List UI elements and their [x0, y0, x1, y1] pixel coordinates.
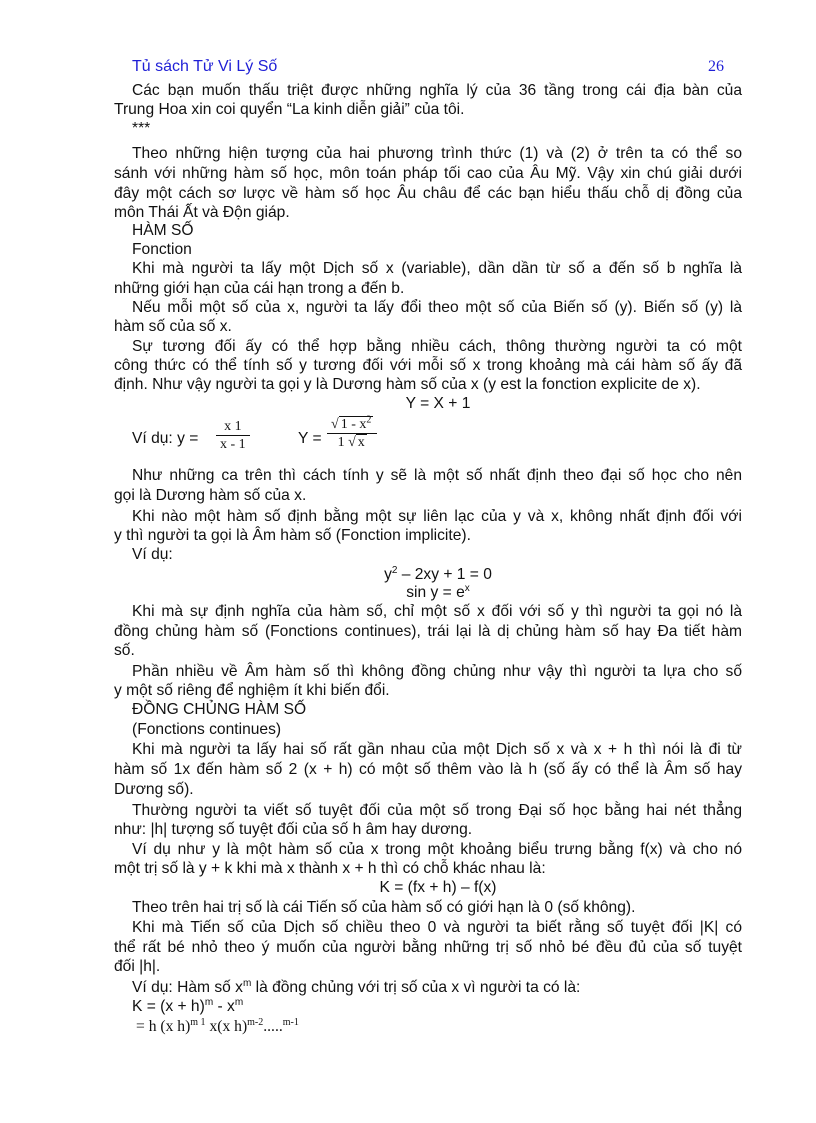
Y-label: Y = — [298, 430, 322, 447]
text-line: Khi mà người ta lấy hai số rất gần nhau của một Dịch số x và x + h thì nói là đi từ — [132, 741, 742, 758]
text-line: công thức có thể tính số y tương đối với mỗi số x trong khoảng mà cái hàm số ấy đã — [114, 357, 742, 374]
section-heading: HÀM SỐ — [132, 222, 194, 239]
text-line: Như những ca trên thì cách tính y sẽ là một số nhất định theo đại số học cho nên — [132, 467, 742, 484]
text-line: Các bạn muốn thấu triệt được những nghĩa lý của 36 tầng trong cái địa bàn của — [132, 82, 742, 99]
text-line: sánh với những hàm số học, môn toán pháp tối cao của Âu Mỹ. Vậy xin chú giải dưới — [114, 165, 742, 182]
text-line: hàm số của số x. — [114, 318, 232, 335]
text-line: y một số riêng để nghiệm ít khi biến đổi. — [114, 682, 390, 699]
text-line: Khi nào một hàm số định bằng một sự liên lạc của y và x, không nhất định đối với — [132, 508, 742, 525]
text-line: Trung Hoa xin coi quyển “La kinh diễn giải” của tôi. — [114, 101, 465, 118]
text-line: gọi là Dương hàm số của x. — [114, 487, 307, 504]
header-book-title: Tủ sách Tử Vi Lý Số — [132, 58, 278, 75]
separator-stars: *** — [132, 120, 151, 137]
fraction-y: $\frac{x 1}{x - 1}$ — [216, 418, 250, 453]
header-page-number: 26 — [708, 58, 724, 75]
example-formulas — [132, 414, 742, 466]
text-line: y thì người ta gọi là Âm hàm số (Fonction implicite). — [114, 527, 471, 544]
text-line: Khi mà người ta lấy một Dịch số x (variable), dần dần từ số a đến số b nghĩa là — [132, 260, 742, 277]
example-label: Ví dụ: y = — [132, 430, 199, 447]
text-line: Khi mà Tiến số của Dịch số chiều theo 0 và người ta biết rằng số tuyệt đối |K| có — [132, 919, 742, 936]
equation: $y^2 - 2xy + 1 = 0$ — [384, 564, 492, 583]
text-line: đồng chủng hàm số (Fonctions continues), trái lại là dị chủng hàm số hay Đa tiết hàm — [114, 623, 742, 640]
equation: $K = (x + h)^m - x^m$ — [132, 996, 244, 1015]
text-line: đối |h|. — [114, 958, 161, 975]
text-line: số. — [114, 642, 135, 659]
text-line: Sự tương đối ấy có thể hợp bằng nhiều cách, thông thường người ta có một — [132, 338, 742, 355]
equation: = h (x h)$^{m 1}$ x(x h)$^{m-2}$.....$^{m-1}$ — [136, 1016, 299, 1035]
text-line: Khi mà sự định nghĩa của hàm số, chỉ một số x đối với số y thì người ta gọi nó là — [132, 603, 742, 620]
text-line: một trị số là y + k khi mà x thành x + h thì có chỗ khác nhau là: — [114, 860, 546, 877]
text-line: hàm số 1x đến hàm số 2 (x + h) có một số thêm vào là h (số ấy có thể là Âm số hay — [114, 761, 742, 778]
text-line: Nếu mỗi một số của x, người ta lấy đổi theo một số của Biến số (y). Biến số (y) là — [132, 299, 742, 316]
section-heading: ĐỒNG CHỦNG HÀM SỐ — [132, 701, 307, 718]
equation: K = (fx + h) – f(x) — [379, 879, 497, 896]
text-line: Ví dụ: Hàm số $x^m$ là đồng chủng với trị số của x vì người ta có là: — [132, 977, 581, 996]
text-line: Ví dụ như y là một hàm số của x trong một khoảng biểu trưng bằng f(x) và cho nó — [132, 841, 742, 858]
text-line: Theo trên hai trị số là cái Tiến số của hàm số có giới hạn là 0 (số không). — [132, 899, 636, 916]
text-line: Fonction — [132, 241, 192, 258]
text-line: như: |h| tượng số tuyệt đối của số h âm hay dương. — [114, 821, 473, 838]
equation: $\sin y = e^x$ — [406, 582, 470, 601]
text-line: Ví dụ: — [132, 546, 173, 563]
text-line: định. Như vậy người ta gọi y là Dương hàm số của x (y est la fonction explicite de x). — [114, 376, 701, 393]
fraction-Y: $\frac{√ 1 - x^2}{1 √ x}$ — [327, 416, 377, 451]
text-line: những giới hạn của cái hạn trong a đến b. — [114, 280, 405, 297]
text-line: Thường người ta viết số tuyệt đối của một số trong Đại số học bằng hai nét thẳng — [132, 802, 742, 819]
text-line: (Fonctions continues) — [132, 721, 282, 738]
text-line: Dương số). — [114, 781, 194, 798]
equation: Y = X + 1 — [405, 395, 471, 412]
text-line: Phần nhiều về Âm hàm số thì không đồng chủng như vậy thì người ta lựa cho số — [132, 663, 742, 680]
text-line: môn Thái Ất và Độn giáp. — [114, 204, 290, 221]
text-line: đây một cách sơ lược về hàm số học Âu châu để các bạn hiểu thấu chỗ dị đồng của — [114, 185, 742, 202]
text-line: Theo những hiện tượng của hai phương trình thức (1) và (2) ở trên ta có thể so — [132, 145, 742, 162]
text-line: thể rất bé nhỏ theo ý muốn của người bằng những trị số nhỏ bé đều đủ của số tuyệt — [114, 939, 742, 956]
